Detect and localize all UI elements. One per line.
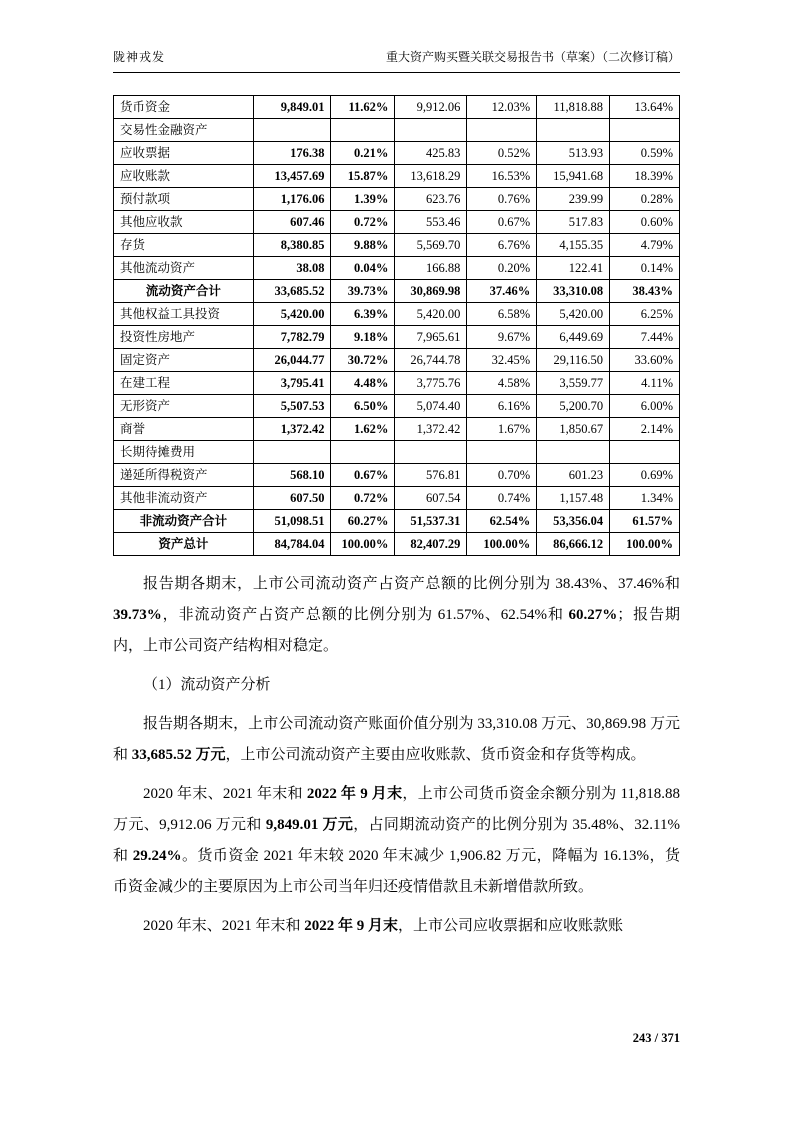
table-cell: 6.00%: [610, 395, 680, 418]
row-label: 资产总计: [114, 533, 254, 556]
table-cell: 0.72%: [331, 211, 395, 234]
table-cell: 4.58%: [467, 372, 537, 395]
table-cell: 517.83: [537, 211, 610, 234]
table-cell: 1,157.48: [537, 487, 610, 510]
row-label: 存货: [114, 234, 254, 257]
table-cell: [610, 441, 680, 464]
row-label: 其他权益工具投资: [114, 303, 254, 326]
table-cell: [537, 441, 610, 464]
text-segment: 。货币资金 2021 年末较 2020 年末减少 1,906.82 万元，降幅为 16.13%，货币资金减少的主要原因为上市公司当年归还疫情借款且未新增借款所致。: [113, 848, 680, 895]
table-cell: 15.87%: [331, 165, 395, 188]
emphasized-text: 2022 年 9 月末: [306, 786, 403, 802]
table-cell: 176.38: [253, 142, 331, 165]
table-row: [114, 303, 680, 326]
table-row: [114, 326, 680, 349]
table-row: [114, 165, 680, 188]
table-cell: 6.16%: [467, 395, 537, 418]
table-cell: [331, 441, 395, 464]
table-cell: 33.60%: [610, 349, 680, 372]
table-cell: 0.72%: [331, 487, 395, 510]
table-row: [114, 464, 680, 487]
table-row: [114, 418, 680, 441]
text-segment: 报告期各期末，上市公司流动资产账面价值分别为 33,310.08 万元、30,869.98 万元和: [113, 716, 680, 763]
table-cell: 0.04%: [331, 257, 395, 280]
table-cell: 11.62%: [331, 96, 395, 119]
table-cell: 0.67%: [331, 464, 395, 487]
body-text: [113, 569, 680, 942]
table-cell: 1.67%: [467, 418, 537, 441]
table-cell: 60.27%: [331, 510, 395, 533]
text-segment: 2020 年末、2021 年末和: [143, 918, 305, 934]
table-cell: 3,795.41: [253, 372, 331, 395]
table-cell: 1.39%: [331, 188, 395, 211]
row-label: 应收票据: [114, 142, 254, 165]
table-cell: 7,965.61: [395, 326, 467, 349]
table-cell: [610, 119, 680, 142]
table-cell: 62.54%: [467, 510, 537, 533]
table-cell: 51,537.31: [395, 510, 467, 533]
body-paragraph: [113, 709, 680, 771]
table-cell: 1.34%: [610, 487, 680, 510]
table-cell: 1,372.42: [253, 418, 331, 441]
text-segment: ，上市公司应收票据和应收账款账: [398, 918, 624, 934]
table-cell: 9,849.01: [253, 96, 331, 119]
table-row: [114, 280, 680, 303]
table-cell: 53,356.04: [537, 510, 610, 533]
table-cell: 607.46: [253, 211, 331, 234]
row-label: 其他非流动资产: [114, 487, 254, 510]
table-cell: 2.14%: [610, 418, 680, 441]
table-cell: 3,559.77: [537, 372, 610, 395]
table-cell: 12.03%: [467, 96, 537, 119]
table-row: [114, 142, 680, 165]
table-cell: 7,782.79: [253, 326, 331, 349]
table-cell: 38.08: [253, 257, 331, 280]
table-cell: 5,569.70: [395, 234, 467, 257]
body-paragraph: [113, 911, 680, 942]
table-cell: 0.14%: [610, 257, 680, 280]
table-cell: 122.41: [537, 257, 610, 280]
table-cell: 0.70%: [467, 464, 537, 487]
emphasized-text: 29.24%: [132, 848, 182, 864]
emphasized-text: 60.27%: [568, 607, 618, 623]
table-cell: [253, 119, 331, 142]
table-row: [114, 96, 680, 119]
body-paragraph: [113, 569, 680, 662]
row-label: 无形资产: [114, 395, 254, 418]
section-heading: [113, 670, 680, 701]
row-label: 投资性房地产: [114, 326, 254, 349]
table-cell: 0.21%: [331, 142, 395, 165]
emphasized-text: 39.73%: [113, 607, 162, 623]
table-row: [114, 441, 680, 464]
table-cell: 26,044.77: [253, 349, 331, 372]
table-cell: 100.00%: [467, 533, 537, 556]
table-cell: 1.62%: [331, 418, 395, 441]
table-cell: 6,449.69: [537, 326, 610, 349]
table-cell: 0.60%: [610, 211, 680, 234]
table-cell: 0.20%: [467, 257, 537, 280]
table-cell: 553.46: [395, 211, 467, 234]
text-segment: ，上市公司流动资产主要由应收账款、货币资金和存货等构成。: [225, 747, 646, 763]
table-cell: 0.76%: [467, 188, 537, 211]
table-cell: [395, 441, 467, 464]
table-cell: [331, 119, 395, 142]
row-label: 交易性金融资产: [114, 119, 254, 142]
table-cell: 568.10: [253, 464, 331, 487]
table-cell: 9.88%: [331, 234, 395, 257]
table-cell: 13.64%: [610, 96, 680, 119]
text-segment: ，非流动资产占资产总额的比例分别为 61.57%、62.54%和: [161, 607, 569, 623]
table-row: [114, 533, 680, 556]
table-cell: 30.72%: [331, 349, 395, 372]
table-cell: 1,176.06: [253, 188, 331, 211]
table-cell: 6.58%: [467, 303, 537, 326]
row-label: 商誉: [114, 418, 254, 441]
table-cell: 425.83: [395, 142, 467, 165]
table-row: [114, 487, 680, 510]
table-cell: [537, 119, 610, 142]
table-row: [114, 188, 680, 211]
body-paragraph: [113, 779, 680, 903]
table-cell: 26,744.78: [395, 349, 467, 372]
table-cell: 13,457.69: [253, 165, 331, 188]
table-row: [114, 372, 680, 395]
table-cell: 51,098.51: [253, 510, 331, 533]
header-document-title: 重大资产购买暨关联交易报告书（草案）（二次修订稿）: [385, 50, 680, 64]
table-cell: 1,372.42: [395, 418, 467, 441]
table-cell: 0.28%: [610, 188, 680, 211]
table-cell: 5,420.00: [253, 303, 331, 326]
table-cell: 0.69%: [610, 464, 680, 487]
row-label: 应收账款: [114, 165, 254, 188]
table-cell: 16.53%: [467, 165, 537, 188]
table-cell: 9.18%: [331, 326, 395, 349]
table-cell: 6.50%: [331, 395, 395, 418]
page-header: [113, 48, 680, 73]
table-cell: 61.57%: [610, 510, 680, 533]
row-label: 其他流动资产: [114, 257, 254, 280]
page-footer: [633, 1031, 680, 1046]
page-number: 243 / 371: [632, 1031, 680, 1045]
row-label: 流动资产合计: [114, 280, 254, 303]
text-segment: （1）流动资产分析: [143, 677, 271, 693]
table-cell: 7.44%: [610, 326, 680, 349]
table-cell: 11,818.88: [537, 96, 610, 119]
table-cell: 38.43%: [610, 280, 680, 303]
row-label: 固定资产: [114, 349, 254, 372]
emphasized-text: 33,685.52 万元: [131, 747, 226, 763]
table-cell: [467, 119, 537, 142]
table-row: [114, 234, 680, 257]
table-cell: 33,685.52: [253, 280, 331, 303]
table-row: [114, 257, 680, 280]
row-label: 货币资金: [114, 96, 254, 119]
table-cell: 86,666.12: [537, 533, 610, 556]
row-label: 预付款项: [114, 188, 254, 211]
table-cell: 18.39%: [610, 165, 680, 188]
table-cell: 3,775.76: [395, 372, 467, 395]
table-cell: 5,074.40: [395, 395, 467, 418]
table-cell: 9.67%: [467, 326, 537, 349]
table-cell: 166.88: [395, 257, 467, 280]
table-cell: 623.76: [395, 188, 467, 211]
table-cell: 4.48%: [331, 372, 395, 395]
table-row: [114, 510, 680, 533]
table-cell: [253, 441, 331, 464]
table-cell: 0.59%: [610, 142, 680, 165]
table-cell: 0.67%: [467, 211, 537, 234]
row-label: 非流动资产合计: [114, 510, 254, 533]
table-cell: 576.81: [395, 464, 467, 487]
table-cell: 4.11%: [610, 372, 680, 395]
table-cell: 0.74%: [467, 487, 537, 510]
table-cell: 6.25%: [610, 303, 680, 326]
table-cell: 30,869.98: [395, 280, 467, 303]
table-cell: 601.23: [537, 464, 610, 487]
table-row: [114, 211, 680, 234]
emphasized-text: 9,849.01 万元: [265, 817, 354, 833]
table-cell: [467, 441, 537, 464]
table-cell: 15,941.68: [537, 165, 610, 188]
table-cell: 8,380.85: [253, 234, 331, 257]
text-segment: ，上市公司货币资金余额分别为 11,818.88 万元、9,912.06 万元和: [113, 786, 680, 833]
row-label: 其他应收款: [114, 211, 254, 234]
table-cell: 32.45%: [467, 349, 537, 372]
table-cell: 100.00%: [331, 533, 395, 556]
table-row: [114, 349, 680, 372]
table-cell: 6.76%: [467, 234, 537, 257]
asset-structure-table: [113, 95, 680, 556]
table-cell: 29,116.50: [537, 349, 610, 372]
table-cell: 5,200.70: [537, 395, 610, 418]
table-cell: 5,420.00: [537, 303, 610, 326]
row-label: 递延所得税资产: [114, 464, 254, 487]
table-cell: 4.79%: [610, 234, 680, 257]
table-cell: 4,155.35: [537, 234, 610, 257]
row-label: 在建工程: [114, 372, 254, 395]
table-cell: 1,850.67: [537, 418, 610, 441]
table-cell: 5,420.00: [395, 303, 467, 326]
text-segment: 2020 年末、2021 年末和: [143, 786, 307, 802]
row-label: 长期待摊费用: [114, 441, 254, 464]
table-cell: 6.39%: [331, 303, 395, 326]
header-company-name: 陇神戎发: [113, 50, 166, 64]
table-cell: 33,310.08: [537, 280, 610, 303]
table-cell: 37.46%: [467, 280, 537, 303]
table-cell: 239.99: [537, 188, 610, 211]
table-cell: 39.73%: [331, 280, 395, 303]
table-row: [114, 395, 680, 418]
table-cell: 513.93: [537, 142, 610, 165]
text-segment: ，占同期流动资产的比例分别为 35.48%、32.11%和: [113, 817, 680, 864]
table-cell: [395, 119, 467, 142]
emphasized-text: 2022 年 9 月末: [304, 918, 399, 934]
text-segment: ；报告期内，上市公司资产结构相对稳定。: [113, 607, 680, 654]
table-cell: 9,912.06: [395, 96, 467, 119]
text-segment: 报告期各期末，上市公司流动资产占资产总额的比例分别为 38.43%、37.46%和: [143, 576, 680, 592]
table-cell: 84,784.04: [253, 533, 331, 556]
table-cell: 607.50: [253, 487, 331, 510]
table-cell: 13,618.29: [395, 165, 467, 188]
table-cell: 100.00%: [610, 533, 680, 556]
table-cell: 82,407.29: [395, 533, 467, 556]
table-cell: 607.54: [395, 487, 467, 510]
table-row: [114, 119, 680, 142]
table-cell: 0.52%: [467, 142, 537, 165]
table-cell: 5,507.53: [253, 395, 331, 418]
